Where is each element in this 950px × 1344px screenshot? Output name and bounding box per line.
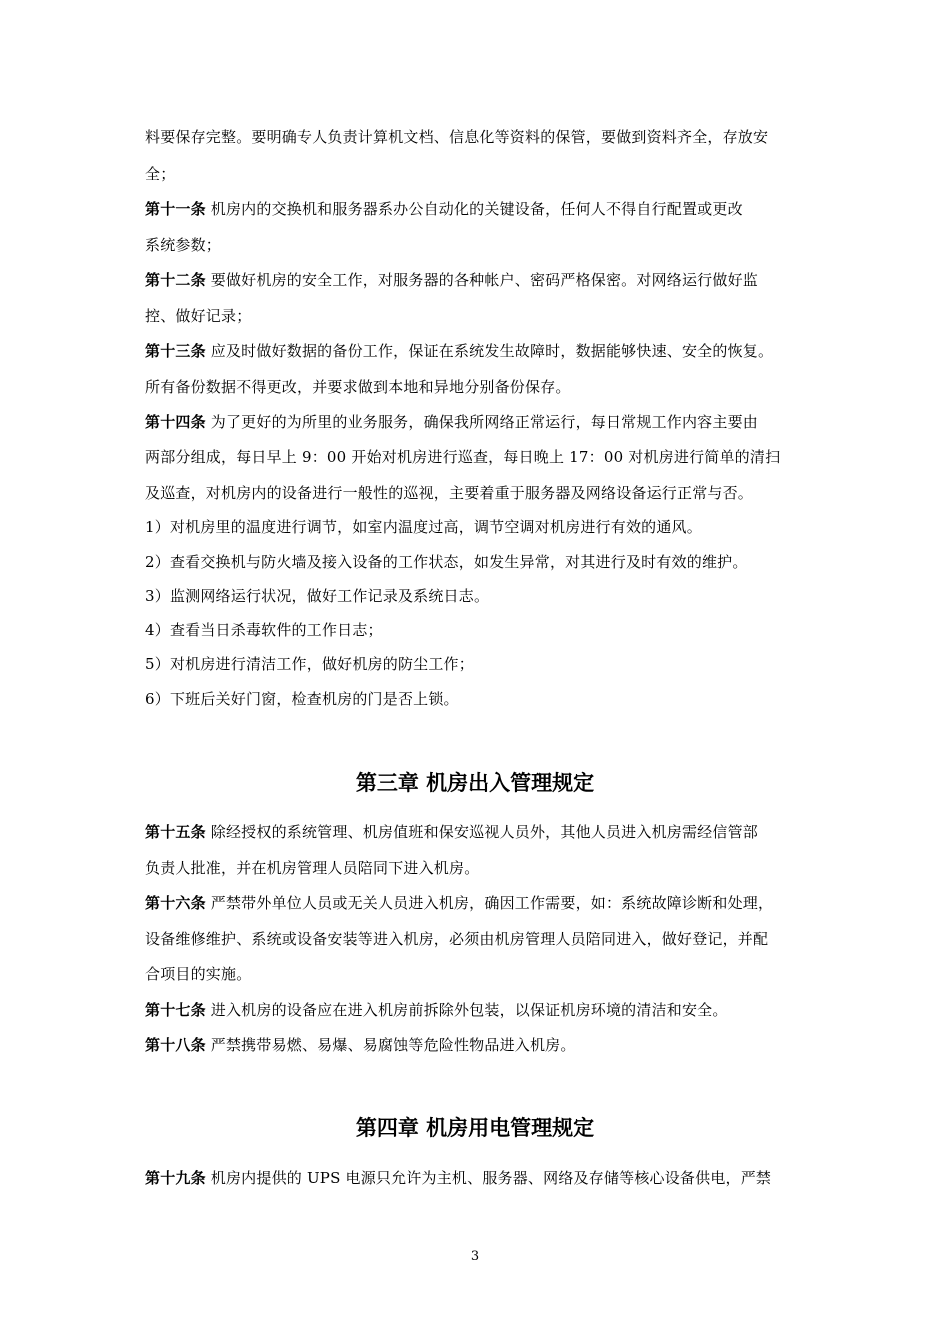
article-13: 第十三条 应及时做好数据的备份工作，保证在系统发生故障时，数据能够快速、安全的恢复。 xyxy=(145,342,774,360)
article-15: 第十五条 除经授权的系统管理、机房值班和保安巡视人员外，其他人员进入机房需经信管部 xyxy=(145,823,758,841)
list-item: 6）下班后关好门窗，检查机房的门是否上锁。 xyxy=(145,690,459,708)
article-18: 第十八条 严禁携带易燃、易爆、易腐蚀等危险性物品进入机房。 xyxy=(145,1036,576,1054)
text-line: 料要保存完整。要明确专人负责计算机文档、信息化等资料的保管，要做到资料齐全，存放安 xyxy=(145,128,769,146)
text-line: 全； xyxy=(145,165,176,183)
list-item: 3）监测网络运行状况，做好工作记录及系统日志。 xyxy=(145,587,490,605)
list-item: 1）对机房里的温度进行调节，如室内温度过高，调节空调对机房进行有效的通风。 xyxy=(145,518,702,536)
text-line: 系统参数； xyxy=(145,236,222,254)
article-11: 第十一条 机房内的交换机和服务器系办公自动化的关键设备，任何人不得自行配置或更改 xyxy=(145,200,743,218)
article-12: 第十二条 要做好机房的安全工作，对服务器的各种帐户、密码严格保密。对网络运行做好监 xyxy=(145,271,758,289)
article-19: 第十九条 机房内提供的 UPS 电源只允许为主机、服务器、网络及存储等核心设备供电，严禁 xyxy=(145,1169,772,1187)
chapter-heading: 第三章 机房出入管理规定 xyxy=(355,771,595,795)
list-item: 4）查看当日杀毒软件的工作日志； xyxy=(145,621,383,639)
article-17: 第十七条 进入机房的设备应在进入机房前拆除外包装，以保证机房环境的清洁和安全。 xyxy=(145,1001,728,1019)
text-line: 两部分组成，每日早上 9：00 开始对机房进行巡查，每日晚上 17：00 对机房进行简单的清扫 xyxy=(145,448,781,466)
text-line: 负责人批准，并在机房管理人员陪同下进入机房。 xyxy=(145,859,480,877)
text-line: 控、做好记录； xyxy=(145,307,252,325)
text-line: 及巡查，对机房内的设备进行一般性的巡视，主要着重于服务器及网络设备运行正常与否。 xyxy=(145,484,754,502)
list-item: 5）对机房进行清洁工作，做好机房的防尘工作； xyxy=(145,655,474,673)
page-number: 3 xyxy=(470,1249,480,1264)
article-16: 第十六条 严禁带外单位人员或无关人员进入机房，确因工作需要，如：系统故障诊断和处理， xyxy=(145,894,774,912)
text-line: 所有备份数据不得更改，并要求做到本地和异地分别备份保存。 xyxy=(145,378,571,396)
list-item: 2）查看交换机与防火墙及接入设备的工作状态，如发生异常，对其进行及时有效的维护。 xyxy=(145,553,748,571)
text-line: 合项目的实施。 xyxy=(145,965,252,983)
text-line: 设备维修维护、系统或设备安装等进入机房，必须由机房管理人员陪同进入，做好登记，并配 xyxy=(145,930,769,948)
article-14: 第十四条 为了更好的为所里的业务服务，确保我所网络正常运行，每日常规工作内容主要由 xyxy=(145,413,758,431)
chapter-heading: 第四章 机房用电管理规定 xyxy=(355,1116,595,1140)
